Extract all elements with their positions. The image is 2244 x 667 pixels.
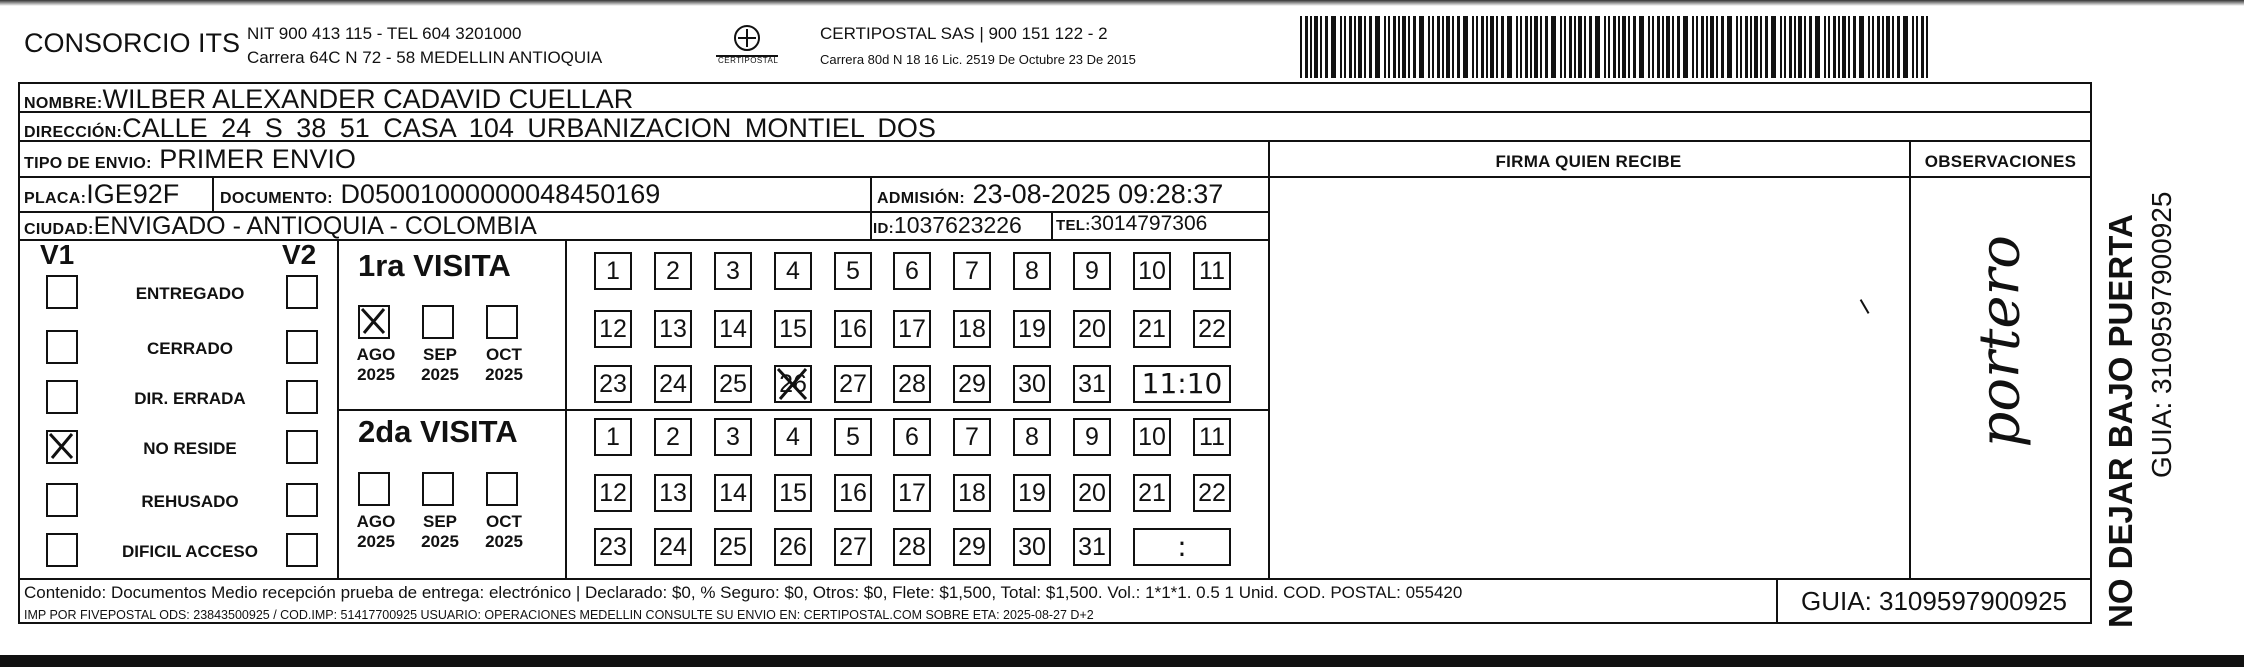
barcode-bar — [1472, 16, 1474, 78]
barcode-bar — [1419, 16, 1424, 78]
barcode-bar — [1393, 16, 1396, 78]
status-label: DIFICIL ACCESO — [121, 542, 258, 561]
carrier-info-line2: Carrera 80d N 18 16 Lic. 2519 De Octubre 23 De 2015 — [820, 52, 1136, 67]
scan-edge-bottom — [0, 655, 2244, 667]
barcode-bar — [1838, 16, 1840, 78]
v1-checkbox[interactable] — [46, 275, 78, 309]
visit2-day-box[interactable]: 21 — [1133, 474, 1171, 512]
barcode-bar — [1452, 16, 1454, 78]
barcode-bar — [1369, 16, 1372, 78]
visit1-day-box[interactable]: 28 — [893, 365, 931, 403]
visit1-day-box[interactable]: 14 — [714, 310, 752, 348]
visit2-day-box[interactable]: 4 — [774, 418, 812, 456]
barcode-bar — [1639, 16, 1644, 78]
visit1-day-box[interactable]: 5 — [834, 252, 872, 290]
barcode-bar — [1525, 16, 1528, 78]
tel-value: 3014797306 — [1090, 212, 1208, 235]
visit2-day-box[interactable]: 28 — [893, 528, 931, 566]
barcode-bar — [1305, 16, 1308, 78]
barcode-bar — [1578, 16, 1582, 78]
barcode-bar — [1789, 16, 1792, 78]
company-info-line1: NIT 900 413 115 - TEL 604 3201000 — [247, 24, 522, 43]
visit1-day-box[interactable]: 15 — [774, 310, 812, 348]
barcode-bar — [1815, 16, 1820, 78]
city-label: CIUDAD: — [24, 221, 94, 238]
barcode-bar — [1833, 16, 1836, 78]
visit1-day-box[interactable]: 29 — [953, 365, 991, 403]
barcode-bar — [1652, 16, 1654, 78]
barcode-bar — [1545, 16, 1548, 78]
visit2-title: 2da VISITA — [358, 414, 518, 449]
barcode-bar — [1657, 16, 1660, 78]
status-label: NO RESIDE — [143, 439, 237, 458]
barcode-bar — [1848, 16, 1850, 78]
barcode-bar — [1882, 16, 1884, 78]
barcode-bar — [1530, 16, 1532, 78]
barcode-bar — [1358, 16, 1362, 78]
visit2-month-checkbox[interactable] — [486, 472, 518, 506]
barcode-bar — [1408, 16, 1410, 78]
visit1-day-box[interactable]: 11 — [1193, 252, 1231, 290]
barcode-bar — [1912, 16, 1914, 78]
visit1-day-box[interactable]: 25 — [714, 365, 752, 403]
visit2-day-box[interactable]: 11 — [1193, 418, 1231, 456]
v2-checkbox[interactable] — [286, 430, 318, 464]
barcode-bar — [1340, 16, 1342, 78]
visit1-day-box[interactable]: 9 — [1073, 252, 1111, 290]
status-label: REHUSADO — [141, 492, 239, 511]
visit1-year-label: 2025 — [485, 365, 523, 384]
barcode-bar — [1760, 16, 1762, 78]
company-info-line2: Carrera 64C N 72 - 58 MEDELLIN ANTIOQUIA — [247, 48, 603, 67]
barcode-bar — [1481, 16, 1484, 78]
barcode-bar — [1520, 16, 1522, 78]
barcode-bar — [1300, 16, 1302, 78]
side-warning: NO DEJAR BAJO PUERTA — [2102, 214, 2139, 628]
barcode-bar — [1784, 16, 1786, 78]
barcode-bar — [1916, 16, 1918, 78]
v1-checkbox[interactable] — [46, 483, 78, 517]
barcode-bar — [1608, 16, 1610, 78]
barcode-bar — [1683, 16, 1688, 78]
visit2-month-label: SEP — [422, 512, 458, 531]
status-label: DIR. ERRADA — [134, 389, 246, 408]
barcode-bar — [1486, 16, 1488, 78]
visit2-month-label: OCT — [486, 512, 522, 531]
visit1-month-checkbox[interactable] — [486, 305, 518, 339]
barcode-bar — [1765, 16, 1768, 78]
v2-checkbox[interactable] — [286, 330, 318, 364]
barcode-bar — [1771, 16, 1776, 78]
barcode-bar — [1490, 16, 1494, 78]
v2-checkbox[interactable] — [286, 275, 318, 309]
visit1-month-label: SEP — [422, 345, 458, 364]
recipient-address: CALLE 24 S 38 51 CASA 104 URBANIZACION MONTIEL DOS — [122, 113, 936, 143]
visit1-day-box[interactable]: 19 — [1013, 310, 1051, 348]
barcode-bar — [1745, 16, 1748, 78]
company-name: CONSORCIO ITS — [24, 28, 241, 58]
barcode-bar — [1754, 16, 1758, 78]
admission-label: ADMISIÓN: — [877, 190, 966, 207]
barcode-bar — [1516, 16, 1518, 78]
visit2-day-box[interactable]: 1 — [594, 418, 632, 456]
barcode-bar — [1398, 16, 1400, 78]
tel-label: TEL: — [1056, 217, 1091, 234]
barcode-bar — [1628, 16, 1630, 78]
visit2-time-box[interactable]: : — [1133, 528, 1231, 566]
barcode-bar — [1402, 16, 1406, 78]
barcode-bar — [1496, 16, 1498, 78]
barcode-bar — [1413, 16, 1416, 78]
visit2-day-box[interactable]: 19 — [1013, 474, 1051, 512]
barcode-bar — [1476, 16, 1478, 78]
visit1-day-box[interactable]: 17 — [893, 310, 931, 348]
visit2-day-box[interactable]: 25 — [714, 528, 752, 566]
visit2-month-label: AGO — [356, 512, 396, 531]
visit2-day-box[interactable]: 31 — [1073, 528, 1111, 566]
barcode-bar — [1325, 16, 1328, 78]
barcode-bar — [1692, 16, 1694, 78]
barcode-bar — [1672, 16, 1674, 78]
visit2-month-checkbox[interactable] — [422, 472, 454, 506]
barcode — [1300, 16, 1936, 78]
visit2-day-box[interactable]: 18 — [953, 474, 991, 512]
barcode-bar — [1564, 16, 1566, 78]
visit2-day-box[interactable]: 30 — [1013, 528, 1051, 566]
barcode-bar — [1809, 16, 1812, 78]
barcode-bar — [1574, 16, 1576, 78]
barcode-bar — [1446, 16, 1450, 78]
barcode-bar — [1886, 16, 1890, 78]
v1-header: V1 — [40, 239, 75, 270]
barcode-bar — [1696, 16, 1698, 78]
barcode-bar — [1354, 16, 1356, 78]
barcode-bar — [1331, 16, 1336, 78]
barcode-bar — [1921, 16, 1924, 78]
barcode-bar — [1750, 16, 1752, 78]
barcode-bar — [1437, 16, 1440, 78]
visit2-day-box[interactable]: 29 — [953, 528, 991, 566]
v2-checkbox[interactable] — [286, 483, 318, 517]
observations-header: OBSERVACIONES — [1924, 152, 2077, 171]
logo-caption: CERTIPOSTAL — [718, 56, 779, 65]
visit1-day-box[interactable]: 27 — [834, 365, 872, 403]
barcode-bar — [1534, 16, 1538, 78]
barcode-bar — [1633, 16, 1636, 78]
v1-checkbox[interactable] — [46, 533, 78, 567]
status-label: CERRADO — [147, 339, 233, 358]
visit2-year-label: 2025 — [357, 532, 395, 551]
visit1-day-box[interactable]: 18 — [953, 310, 991, 348]
barcode-bar — [1364, 16, 1366, 78]
barcode-bar — [1584, 16, 1586, 78]
recipient-name: WILBER ALEXANDER CADAVID CUELLAR — [102, 84, 634, 114]
status-label: ENTREGADO — [135, 284, 245, 303]
barcode-bar — [1540, 16, 1542, 78]
barcode-bar — [1375, 16, 1380, 78]
visit2-month-checkbox[interactable] — [358, 472, 390, 506]
barcode-bar — [1613, 16, 1616, 78]
visit1-title: 1ra VISITA — [358, 248, 511, 283]
barcode-bar — [1794, 16, 1796, 78]
city-value: ENVIGADO - ANTIOQUIA - COLOMBIA — [93, 212, 537, 240]
visit2-year-label: 2025 — [421, 532, 459, 551]
visit2-year-label: 2025 — [485, 532, 523, 551]
barcode-bar — [1842, 16, 1846, 78]
footer-guide-box — [1776, 578, 2092, 624]
barcode-bar — [1349, 16, 1352, 78]
visit1-month-label: AGO — [356, 345, 396, 364]
footer-print-line: IMP POR FIVEPOSTAL ODS: 23843500925 / COD.IMP: 51417700925 USUARIO: OPERACIONES MEDELLIN CONSULTE SU ENVIO EN: CERTIPOSTAL.COM SOBRE ETA: 2025-08-27 D+2 — [24, 608, 1094, 622]
barcode-bar — [1727, 16, 1732, 78]
carrier-info-line1: CERTIPOSTAL SAS | 900 151 122 - 2 — [820, 24, 1108, 43]
visit1-day-box[interactable]: 6 — [893, 252, 931, 290]
barcode-bar — [1388, 16, 1390, 78]
barcode-bar — [1804, 16, 1806, 78]
barcode-bar — [1859, 16, 1864, 78]
barcode-bar — [1595, 16, 1600, 78]
visit2-day-box[interactable]: 8 — [1013, 418, 1051, 456]
visit2-day-box[interactable]: 27 — [834, 528, 872, 566]
barcode-bar — [1926, 16, 1928, 78]
barcode-bar — [1740, 16, 1742, 78]
observations-handwriting: portero — [1967, 235, 2033, 448]
barcode-bar — [1798, 16, 1802, 78]
certipostal-logo — [712, 22, 782, 70]
shipment-type: PRIMER ENVIO — [159, 144, 356, 174]
v1-checkbox[interactable] — [46, 330, 78, 364]
barcode-bar — [1569, 16, 1572, 78]
visit2-day-box[interactable]: 15 — [774, 474, 812, 512]
visit1-day-box[interactable]: 23 — [594, 365, 632, 403]
barcode-bar — [1320, 16, 1322, 78]
visit2-day-box[interactable]: 5 — [834, 418, 872, 456]
barcode-bar — [1677, 16, 1680, 78]
barcode-bar — [1706, 16, 1708, 78]
barcode-bar — [1551, 16, 1556, 78]
visit2-day-box[interactable]: 22 — [1193, 474, 1231, 512]
barcode-bar — [1828, 16, 1830, 78]
visit1-day-box[interactable]: 20 — [1073, 310, 1111, 348]
barcode-bar — [1618, 16, 1620, 78]
footer-content-line: Contenido: Documentos Medio recepción prueba de entrega: electrónico | Declarado: $0, % Seguro: $0, Otros: $0, Flete: $1,500, Total: $1,500. Vol.: 1*1*1. 0.5 1 Unid. COD. POSTAL: 055420 — [24, 583, 1463, 602]
barcode-bar — [1666, 16, 1670, 78]
visit1-month-label: OCT — [486, 345, 522, 364]
barcode-bar — [1622, 16, 1626, 78]
barcode-bar — [1344, 16, 1346, 78]
barcode-bar — [1903, 16, 1908, 78]
visit2-day-box[interactable]: 12 — [594, 474, 632, 512]
side-guide: GUIA: 3109597900925 — [2146, 191, 2177, 478]
visit1-day-box[interactable]: 21 — [1133, 310, 1171, 348]
visit1-day-box[interactable]: 16 — [834, 310, 872, 348]
visit1-day-box[interactable]: 1 — [594, 252, 632, 290]
visit2-day-box[interactable]: 23 — [594, 528, 632, 566]
v2-header: V2 — [282, 239, 317, 270]
barcode-bar — [1507, 16, 1512, 78]
document-value: D05001000000048450169 — [340, 179, 661, 209]
visit1-day-box[interactable]: 2 — [654, 252, 692, 290]
barcode-bar — [1604, 16, 1606, 78]
barcode-bar — [1648, 16, 1650, 78]
visit1-day-box[interactable]: 4 — [774, 252, 812, 290]
visit1-day-box[interactable]: 3 — [714, 252, 752, 290]
visit1-day-box[interactable]: 30 — [1013, 365, 1051, 403]
v2-checkbox[interactable] — [286, 533, 318, 567]
visit2-day-box[interactable]: 2 — [654, 418, 692, 456]
barcode-bar — [1662, 16, 1664, 78]
admission-value: 23-08-2025 09:28:37 — [972, 179, 1224, 209]
v1-checkbox[interactable] — [46, 430, 78, 464]
barcode-bar — [1384, 16, 1386, 78]
barcode-bar — [1853, 16, 1856, 78]
visit2-day-box[interactable]: 9 — [1073, 418, 1111, 456]
v1-checkbox[interactable] — [46, 380, 78, 414]
barcode-bar — [1736, 16, 1738, 78]
visit1-month-checkbox[interactable] — [358, 305, 390, 339]
visit2-day-box[interactable]: 3 — [714, 418, 752, 456]
barcode-bar — [1721, 16, 1724, 78]
plate-label: PLACA: — [24, 190, 87, 207]
visit1-month-checkbox[interactable] — [422, 305, 454, 339]
barcode-bar — [1710, 16, 1714, 78]
visit1-day-box[interactable]: 13 — [654, 310, 692, 348]
barcode-bar — [1897, 16, 1900, 78]
visit2-day-box[interactable]: 26 — [774, 528, 812, 566]
id-label: ID: — [873, 220, 894, 237]
visit2-day-box[interactable]: 13 — [654, 474, 692, 512]
barcode-bar — [1310, 16, 1312, 78]
visit1-day-box[interactable]: 7 — [953, 252, 991, 290]
document-label: DOCUMENTO: — [220, 190, 333, 207]
visit2-day-box[interactable]: 24 — [654, 528, 692, 566]
v2-checkbox[interactable] — [286, 380, 318, 414]
barcode-bar — [1780, 16, 1782, 78]
barcode-bar — [1868, 16, 1870, 78]
visit2-day-box[interactable]: 16 — [834, 474, 872, 512]
barcode-bar — [1314, 16, 1318, 78]
barcode-bar — [1457, 16, 1460, 78]
barcode-bar — [1892, 16, 1894, 78]
visit2-day-box[interactable]: 7 — [953, 418, 991, 456]
visit2-day-box[interactable]: 10 — [1133, 418, 1171, 456]
barcode-bar — [1428, 16, 1430, 78]
barcode-bar — [1442, 16, 1444, 78]
visit1-day-box[interactable]: 22 — [1193, 310, 1231, 348]
name-label: NOMBRE: — [24, 95, 103, 112]
plate-value: IGE92F — [86, 179, 180, 209]
id-value: 1037623226 — [893, 212, 1022, 238]
signature-header: FIRMA QUIEN RECIBE — [1495, 152, 1682, 171]
visit1-day-box[interactable]: 26 — [774, 365, 812, 403]
barcode-bar — [1463, 16, 1468, 78]
visit1-day-box[interactable]: 24 — [654, 365, 692, 403]
scan-edge — [0, 0, 2244, 6]
footer-guide-number: GUIA: 3109597900925 — [1801, 586, 2067, 616]
visit1-year-label: 2025 — [357, 365, 395, 384]
visit1-time-box[interactable]: 11:10 — [1133, 365, 1231, 403]
type-label: TIPO DE ENVIO: — [24, 155, 152, 172]
visit1-day-box[interactable]: 8 — [1013, 252, 1051, 290]
barcode-bar — [1432, 16, 1434, 78]
barcode-bar — [1877, 16, 1880, 78]
visit1-day-box[interactable]: 10 — [1133, 252, 1171, 290]
barcode-bar — [1716, 16, 1718, 78]
visit2-day-box[interactable]: 20 — [1073, 474, 1111, 512]
visit1-year-label: 2025 — [421, 365, 459, 384]
barcode-bar — [1589, 16, 1592, 78]
visit2-day-box[interactable]: 17 — [893, 474, 931, 512]
barcode-bar — [1824, 16, 1826, 78]
barcode-bar — [1872, 16, 1874, 78]
barcode-bar — [1701, 16, 1704, 78]
barcode-bar — [1501, 16, 1504, 78]
visit2-day-box[interactable]: 6 — [893, 418, 931, 456]
barcode-bar — [1560, 16, 1562, 78]
address-label: DIRECCIÓN: — [24, 124, 123, 141]
visit1-day-box[interactable]: 12 — [594, 310, 632, 348]
visit2-day-box[interactable]: 14 — [714, 474, 752, 512]
visit1-day-box[interactable]: 31 — [1073, 365, 1111, 403]
